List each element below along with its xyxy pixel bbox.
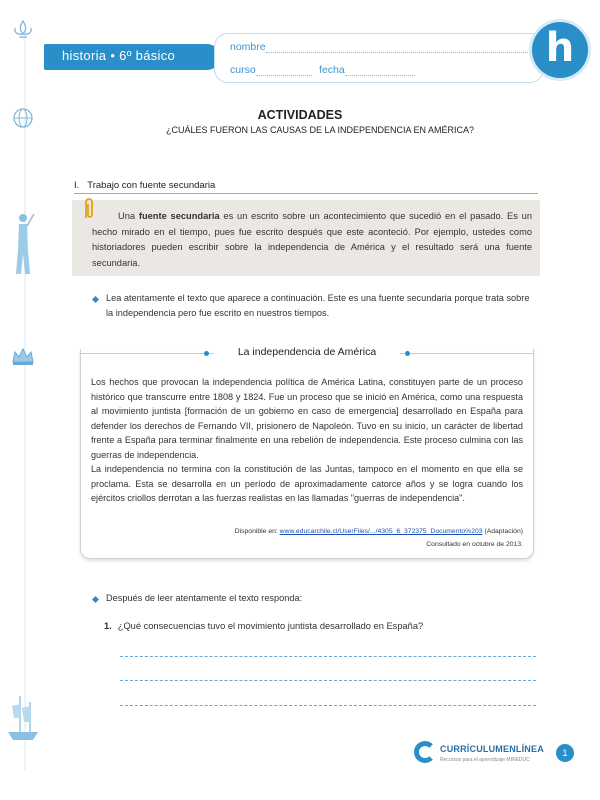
source-citation bbox=[91, 528, 523, 535]
curriculum-logo-icon bbox=[414, 741, 436, 763]
answer-line[interactable] bbox=[120, 656, 536, 657]
definition-after: es un escrito sobre un acontecimiento que sucedió en el pasado. Es un hecho mirado en el tiempo, pues fue escrito después que este aconteció. Por ejemplo, ustedes como historiadores pueden escribir sobre la independencia de América y el resultado será una fuente secundaria. bbox=[92, 211, 533, 268]
page-subtitle: ¿CUÁLES FUERON LAS CAUSAS DE LA INDEPENDENCIA EN AMÉRICA? bbox=[165, 125, 475, 135]
question-1 bbox=[104, 621, 423, 631]
reading-title-dot-left bbox=[204, 351, 209, 356]
definition-term: fuente secundaria bbox=[138, 211, 220, 221]
footer-brand: CURRÍCULUMENLÍNEA bbox=[440, 744, 544, 754]
answer-line[interactable] bbox=[120, 680, 536, 681]
question-text: ¿Qué consecuencias tuvo el movimiento juntista desarrollado en España? bbox=[117, 621, 424, 631]
historia-logo: h bbox=[532, 22, 588, 78]
definition-text bbox=[92, 209, 532, 271]
source-label: Disponible en: bbox=[234, 528, 280, 535]
page-number: 1 bbox=[556, 744, 574, 762]
source-note: (Adaptación) bbox=[482, 528, 523, 535]
instruction-read: Lea atentamente el texto que aparece a continuación. Este es una fuente secundaria porque trata sobre la independencia pero fue escrito en nuestros tiempos. bbox=[106, 293, 530, 318]
section-heading bbox=[74, 180, 538, 194]
reading-paragraph-1: Los hechos que provocan la independencia política de América Latina, constituyen parte de un proceso histórico que transcurre entre 1808 y 1824. Fue un proceso que se inició en América, como una respuesta al movimiento juntista [formación de un gobierno en caso de emergencia] desarrollado en España para defender los derechos de Fernando VII, prisionero de Napoleón. Tuvo en su inicio, un carácter de libertad frente a España para terminar finalmente en una rebelión de independencia. Este proceso culmina con las guerras de independencia. bbox=[91, 377, 523, 460]
reading-paragraph-2: La independencia no termina con la constitución de las Juntas, tampoco en el momento en que ella se proclama. Esta se desarrolla en un período de aproximadamente catorce años y se logra cuando los ejércitos criollos derrotan a las fuerzas realistas en las llamadas "guerras de independencia". bbox=[91, 464, 523, 503]
bullet-icon bbox=[92, 296, 99, 303]
ship-icon bbox=[6, 688, 40, 748]
consulted-date: Consultado en octubre de 2013. bbox=[426, 541, 523, 548]
subject-label: historia bbox=[62, 48, 107, 63]
footer-tagline: Recursos para el aprendizaje MINEDUC bbox=[440, 757, 530, 763]
section-number: I. bbox=[74, 180, 80, 191]
name-field[interactable] bbox=[266, 52, 536, 53]
grade-label: 6º básico bbox=[119, 48, 176, 63]
page-title: ACTIVIDADES bbox=[257, 108, 343, 122]
name-label: nombre bbox=[230, 41, 266, 53]
statue-icon bbox=[10, 210, 36, 280]
definition-before: Una bbox=[118, 211, 139, 221]
fleur-de-lis-icon bbox=[10, 18, 36, 44]
bullet-icon bbox=[92, 596, 99, 603]
source-link[interactable]: www.educarchile.cl/UserFiles/.../4305_6_372375_Documento%203 bbox=[279, 528, 483, 535]
subject-separator: • bbox=[110, 48, 116, 63]
sidebar-decoration bbox=[8, 30, 42, 770]
crown-icon bbox=[10, 343, 36, 369]
reading-title-dot-right bbox=[405, 351, 410, 356]
date-field[interactable] bbox=[345, 75, 415, 76]
date-label: fecha bbox=[319, 64, 345, 76]
answer-line[interactable] bbox=[120, 705, 536, 706]
course-field[interactable] bbox=[256, 75, 312, 76]
instruction-answer: Después de leer atentamente el texto responda: bbox=[106, 593, 303, 603]
reading-title: La independencia de América bbox=[237, 346, 377, 358]
section-title: Trabajo con fuente secundaria bbox=[87, 180, 216, 191]
course-label: curso bbox=[230, 64, 256, 76]
question-number: 1. bbox=[104, 621, 112, 631]
subject-grade-label bbox=[62, 48, 175, 63]
